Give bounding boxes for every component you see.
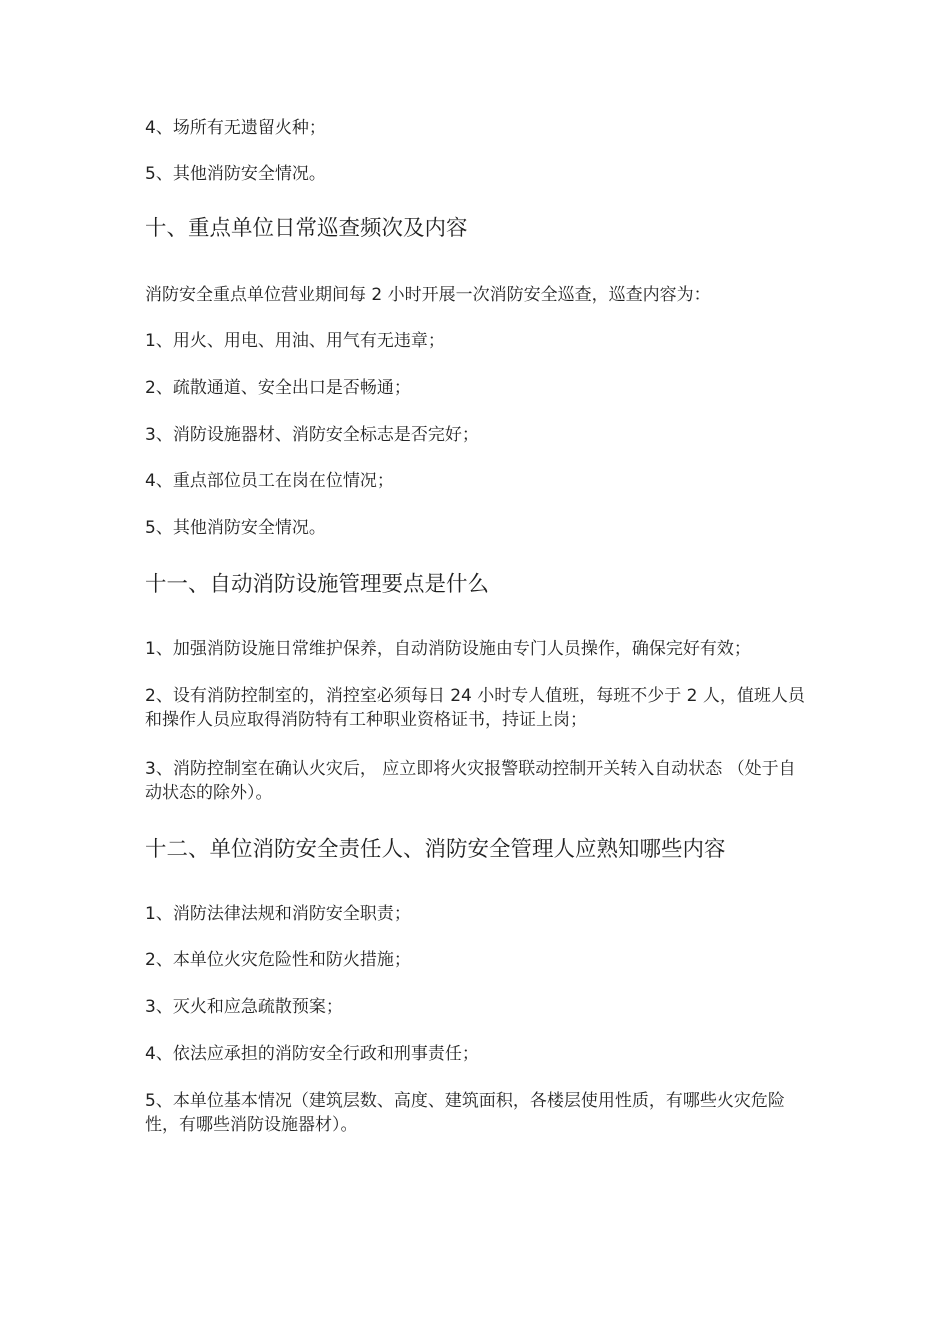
list-item: 3、消防控制室在确认火灾后， 应立即将火灾报警联动控制开关转入自动状态 （处于自动状态的除外）。 [145, 759, 796, 803]
list-item: 5、本单位基本情况（建筑层数、高度、建筑面积，各楼层使用性质，有哪些火灾危险性，有哪些消防设施器材）。 [145, 1091, 785, 1135]
list-item: 4、依法应承担的消防安全行政和刑事责任； [145, 1044, 479, 1064]
section-heading: 十一、自动消防设施管理要点是什么 [145, 572, 490, 597]
list-item: 5、其他消防安全情况。 [145, 164, 326, 184]
list-item: 5、其他消防安全情况。 [145, 518, 326, 538]
list-item: 4、场所有无遗留火种； [145, 118, 326, 138]
section-heading: 十二、单位消防安全责任人、消防安全管理人应熟知哪些内容 [145, 837, 726, 862]
list-item: 1、加强消防设施日常维护保养，自动消防设施由专门人员操作，确保完好有效； [145, 639, 751, 659]
section-intro: 消防安全重点单位营业期间每 2 小时开展一次消防安全巡查，巡查内容为： [145, 285, 711, 305]
list-item: 3、消防设施器材、消防安全标志是否完好； [145, 425, 479, 445]
list-item: 2、本单位火灾危险性和防火措施； [145, 950, 411, 970]
list-item: 2、疏散通道、安全出口是否畅通； [145, 378, 411, 398]
list-item: 2、设有消防控制室的，消控室必须每日 24 小时专人值班，每班不少于 2 人，值班人员和操作人员应取得消防特有工种职业资格证书，持证上岗； [145, 686, 805, 730]
section-heading: 十、重点单位日常巡查频次及内容 [145, 216, 468, 241]
list-item: 4、重点部位员工在岗在位情况； [145, 471, 394, 491]
list-item: 1、用火、用电、用油、用气有无违章； [145, 331, 445, 351]
list-item: 1、消防法律法规和消防安全职责； [145, 904, 411, 924]
list-item: 3、灭火和应急疏散预案； [145, 997, 343, 1017]
